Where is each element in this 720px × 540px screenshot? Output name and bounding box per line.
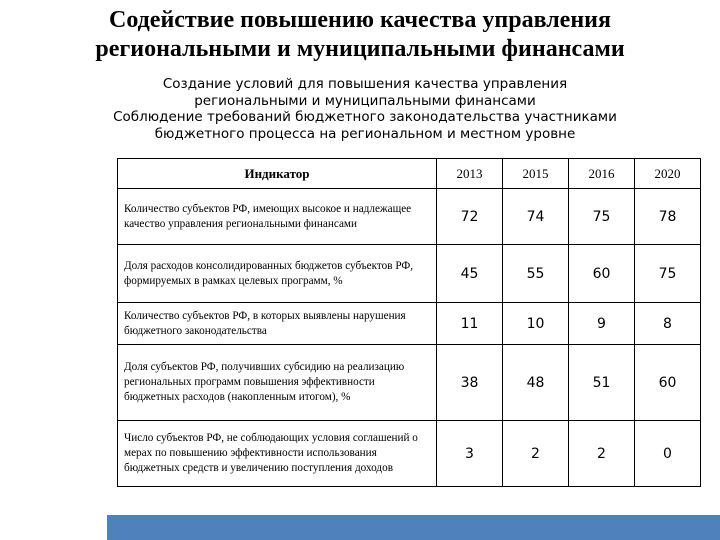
page-title-line2: региональными и муниципальными финансами	[95, 36, 625, 62]
row-label: Количество субъектов РФ, имеющих высокое и надлежащее качество управления региональными финансами	[118, 189, 437, 245]
table-row	[118, 345, 701, 421]
table-row	[118, 303, 701, 345]
table-row	[118, 421, 701, 487]
row-value: 74	[503, 189, 569, 245]
row-value: 2	[503, 421, 569, 487]
indicator-table	[117, 158, 701, 487]
header-year: 2016	[569, 159, 635, 189]
row-label: Количество субъектов РФ, в которых выявлены нарушения бюджетного законодательства	[118, 303, 437, 345]
header-year: 2015	[503, 159, 569, 189]
footer-accent-bar	[107, 515, 720, 540]
row-value: 9	[569, 303, 635, 345]
subtitle	[110, 76, 620, 142]
row-value: 45	[437, 245, 503, 303]
row-value: 55	[503, 245, 569, 303]
row-value: 38	[437, 345, 503, 421]
table-row	[118, 189, 701, 245]
header-year: 2013	[437, 159, 503, 189]
row-value: 75	[569, 189, 635, 245]
row-value: 78	[635, 189, 701, 245]
header-year: 2020	[635, 159, 701, 189]
row-label: Число субъектов РФ, не соблюдающих условия соглашений о мерах по повышению эффективности использования бюджетных средств и увеличению поступления доходов	[118, 421, 437, 487]
row-value: 60	[569, 245, 635, 303]
header-indicator: Индикатор	[118, 159, 437, 189]
row-value: 75	[635, 245, 701, 303]
row-value: 0	[635, 421, 701, 487]
subtitle-line2: Соблюдение требований бюджетного законодательства участниками бюджетного процесса на региональном и местном уровне	[113, 109, 617, 142]
row-value: 10	[503, 303, 569, 345]
table-row	[118, 245, 701, 303]
row-value: 72	[437, 189, 503, 245]
row-label: Доля субъектов РФ, получивших субсидию на реализацию региональных программ повышения эффективности бюджетных расходов (накопленным итогом), %	[118, 345, 437, 421]
row-value: 8	[635, 303, 701, 345]
row-value: 60	[635, 345, 701, 421]
page-title-line1: Содействие повышению качества управления	[109, 7, 611, 33]
row-label: Доля расходов консолидированных бюджетов субъектов РФ, формируемых в рамках целевых программ, %	[118, 245, 437, 303]
page-title	[0, 6, 720, 64]
row-value: 51	[569, 345, 635, 421]
row-value: 2	[569, 421, 635, 487]
indicator-table-container	[117, 158, 700, 487]
row-value: 48	[503, 345, 569, 421]
row-value: 3	[437, 421, 503, 487]
table-header-row	[118, 159, 701, 189]
subtitle-line1: Создание условий для повышения качества управления региональными и муниципальными финансами	[162, 76, 568, 109]
row-value: 11	[437, 303, 503, 345]
